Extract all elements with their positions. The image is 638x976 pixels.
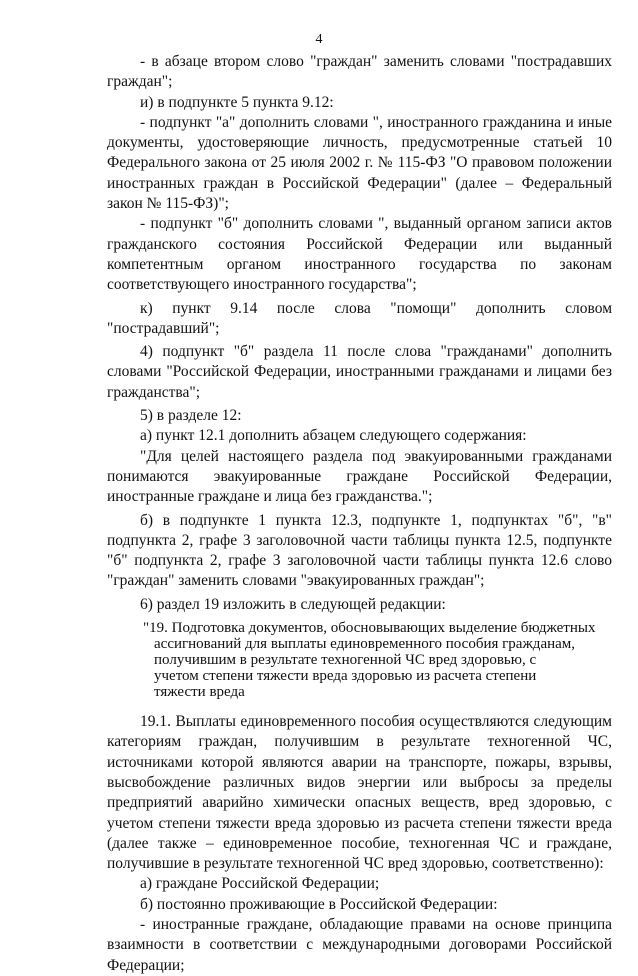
paragraph: 4) подпункт "б" раздела 11 после слова "гражданами" дополнить словами "Российской Федерации, иностранными гражданами и лицами без гражданства"; xyxy=(107,343,612,401)
heading-line: тяжести вреда xyxy=(154,684,245,701)
paragraph: 6) раздел 19 изложить в следующей редакции: xyxy=(140,595,446,613)
document-body xyxy=(107,52,612,976)
heading-line: ассигнований для выплаты единовременного пособия гражданам, xyxy=(154,636,576,653)
page-number: 4 xyxy=(315,32,323,47)
paragraph: - подпункт "а" дополнить словами ", иностранного гражданина и иные документы, удостоверяющие личность, предусмотренные статьей 10 Федерального закона от 25 июля 2002 г. № 115-ФЗ "О правовом положении иностранных граждан в Российской Федерации" (далее – Федеральный закон № 115-ФЗ)"; xyxy=(107,113,612,213)
paragraph: "Для целей настоящего раздела под эвакуированными гражданами понимаются эвакуированные граждане Российской Федерации, иностранные граждане и лица без гражданства."; xyxy=(107,447,612,506)
section-19-heading xyxy=(107,620,612,700)
paragraph: и) в подпункте 5 пункта 9.12: xyxy=(140,93,334,111)
paragraph: - подпункт "б" дополнить словами ", выданный органом записи актов гражданского состояния Российской Федерации или выданный компетентным органом иностранного государства по законам соответствующего иностранного государства"; xyxy=(107,215,612,294)
paragraph: к) пункт 9.14 после слова "помощи" дополнить словом "пострадавший"; xyxy=(107,299,612,337)
paragraph: б) постоянно проживающие в Российской Федерации: xyxy=(140,895,498,913)
paragraph: - в абзаце втором слово "граждан" заменить словами "пострадавших граждан"; xyxy=(107,53,612,91)
paragraph: б) в подпункте 1 пункта 12.3, подпункте 1, подпунктах "б", "в" подпункта 2, графе 3 заголовочной части таблицы пункта 12.5, подпункте "б" подпункта 2, графе 3 заголовочной части таблицы пункта 12.6 слово "граждан" заменить словами "эвакуированных граждан"; xyxy=(107,511,612,590)
paragraph: 5) в разделе 12: xyxy=(140,407,242,425)
heading-line: "19. Подготовка документов, обосновывающих выделение бюджетных xyxy=(143,620,596,637)
heading-line: получившим в результате техногенной ЧС вред здоровью, с xyxy=(154,652,537,669)
paragraph: а) граждане Российской Федерации; xyxy=(140,875,380,893)
heading-line: учетом степени тяжести вреда здоровью из расчета степени xyxy=(154,668,537,685)
paragraph: 19.1. Выплаты единовременного пособия осуществляются следующим категориям граждан, получившим в результате техногенной ЧС, источниками которой являются аварии на транспорте, пожары, взрывы, высвобождение различных видов энергии или выбросы за пределы предприятий аварийно химически опасных веществ, вред здоровью, с учетом степени тяжести вреда здоровью из расчета степени тяжести вреда (далее также – единовременное пособие, техногенная ЧС и граждане, получившие в результате техногенной ЧС вред здоровью, соответственно): xyxy=(107,713,612,873)
paragraph: а) пункт 12.1 дополнить абзацем следующего содержания: xyxy=(140,427,527,445)
paragraph: - иностранные граждане, обладающие правами на основе принципа взаимности в соответствии с международными договорами Российской Федерации; xyxy=(107,915,612,974)
